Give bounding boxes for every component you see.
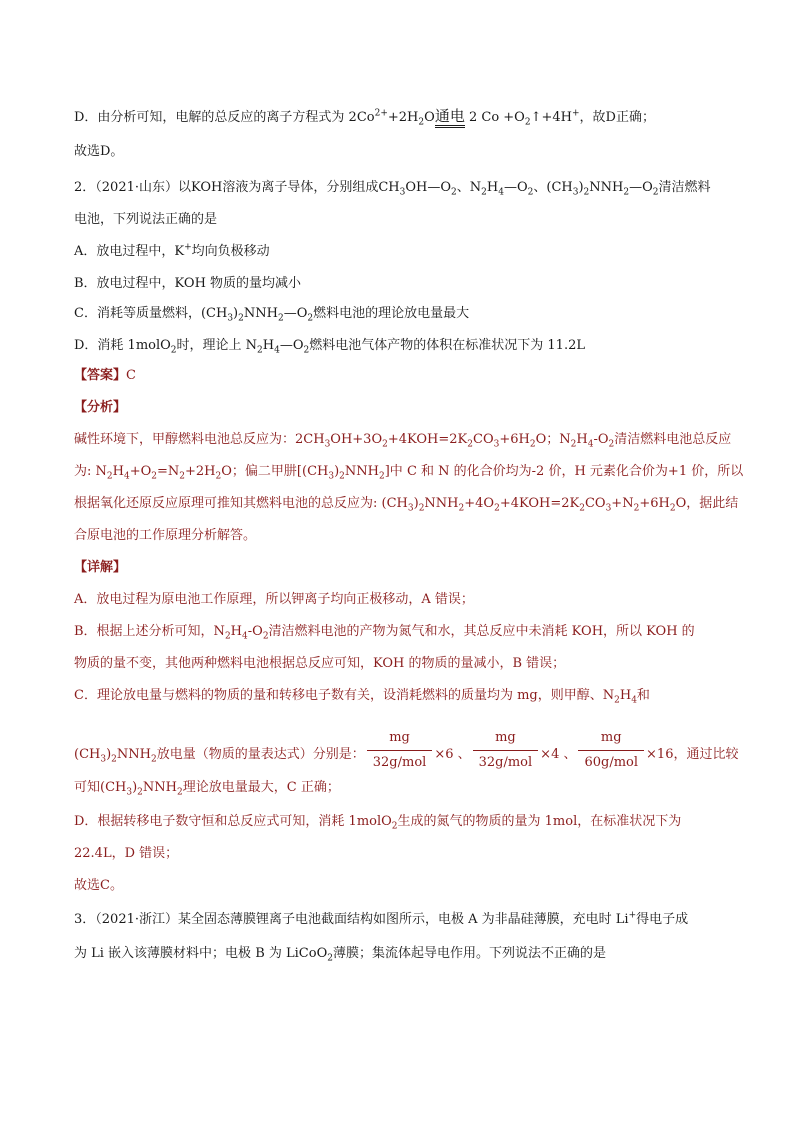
- detail-c-line-1: C．理论放电量与燃料的物质的量和转移电子数有关，设消耗燃料的质量均为 mg，则甲醇、$N_2H_4$和: [74, 688, 650, 706]
- analysis-line-4: 合原电池的工作原理分析解答。: [74, 528, 257, 543]
- electrolysis-condition: 通电: [435, 107, 465, 128]
- question-2-stem-cont: 电池，下列说法正确的是: [74, 212, 218, 227]
- question-3-stem-cont: 为 Li 嵌入该薄膜材料中；电极 B 为 LiCoO$_2$薄膜；集流体起导电作用。下列说法不正确的是: [74, 946, 606, 964]
- option-d-line: D．由分析可知，电解的总反应的离子方程式为 $2Co^{2+}+2H_2O$通电 2 $Co +O_2↑+4H^+$，故D正确；: [74, 107, 655, 128]
- question-2-stem: 2．（2021·山东）以KOH溶液为离子导体，分别组成$CH_3OH—O_2$、$N_2H_4—O_2$、$(CH_3)_2NNH_2—O_2$清洁燃料: [74, 180, 711, 198]
- option-d: D．消耗 1molO$_2$时，理论上 $N_2H_4—O_2$燃料电池气体产物的体积在标准状况下为 11.2L: [74, 338, 585, 356]
- answer-label: 【答案】: [74, 368, 127, 383]
- detail-a: A．放电过程为原电池工作原理，所以钾离子均向正极移动，A 错误；: [74, 592, 474, 607]
- option-a: A．放电过程中，K+均向负极移动: [74, 242, 270, 259]
- analysis-line-2: 为: $N_2H_4+O_2=N_2+2H_2O$；偏二甲肼$[(CH_3)_2NNH_2]$中 C 和 N 的化合价均为-2 价，H 元素化合价为+1 价，所以: [74, 464, 744, 482]
- detail-d-line-1: D．根据转移电子数守恒和总反应式可知，消耗 1molO$_2$生成的氮气的物质的量为 1mol，在标准状况下为: [74, 814, 682, 832]
- analysis-line-3: 根据氧化还原反应原理可推知其燃料电池的总反应为: $(CH_3)_2NNH_2+4O_2+4KOH=2K_2CO_3+N_2+6H_2O$，据此结: [74, 496, 739, 514]
- analysis-label: 【分析】: [74, 400, 127, 415]
- option-c: C．消耗等质量燃料，$(CH_3)_2NNH_2—O_2$燃料电池的理论放电量最大: [74, 306, 470, 324]
- detail-b-line-1: B．根据上述分析可知，$N_2H_4-O_2$清洁燃料电池的产物为氮气和水，其总反应中未消耗 KOH，所以 KOH 的: [74, 624, 695, 642]
- fraction-hydrazine: $\frac{mg}{\text{32g/mol}}$: [473, 728, 539, 773]
- answer-line: [74, 366, 136, 386]
- final-choice: 故选C。: [74, 878, 123, 893]
- question-3-stem: 3．（2021·浙江）某全固态薄膜锂离子电池截面结构如图所示，电极 A 为非晶硅薄膜，充电时 Li+得电子成: [74, 910, 689, 927]
- answer-value: C: [126, 368, 136, 383]
- fraction-udmh: $\frac{mg}{\text{60g/mol}}$: [578, 728, 644, 773]
- fraction-methanol: $\frac{mg}{\text{32g/mol}}$: [367, 728, 433, 773]
- detail-c-line-2: $(CH_3)_2NNH_2$放电量（物质的量表达式）分别是： $\frac{mg}{\text{32g/mol}}$ ×6 、 $\frac{mg}{\text{32g/mol}}$ ×4 、 $\frac{mg}{\text{60g/mol}}$ ×16，通过比较: [74, 732, 738, 777]
- detail-c-line-3: 可知$(CH_3)_2NNH_2$理论放电量最大，C 正确；: [74, 780, 340, 798]
- analysis-line-1: 碱性环境下，甲醇燃料电池总反应为：$2CH_3OH+3O_2+4KOH=2K_2CO_3+6H_2O$；$N_2H_4-O_2$清洁燃料电池总反应: [74, 432, 732, 450]
- detail-d-line-2: 22.4L，D 错误；: [74, 846, 179, 861]
- option-b: B．放电过程中，KOH 物质的量均减小: [74, 276, 302, 291]
- conclusion-line: 故选D。: [74, 144, 124, 159]
- detail-b-line-2: 物质的量不变，其他两种燃料电池根据总反应可知，KOH 的物质的量减小，B 错误；: [74, 656, 566, 671]
- details-label: 【详解】: [74, 560, 127, 575]
